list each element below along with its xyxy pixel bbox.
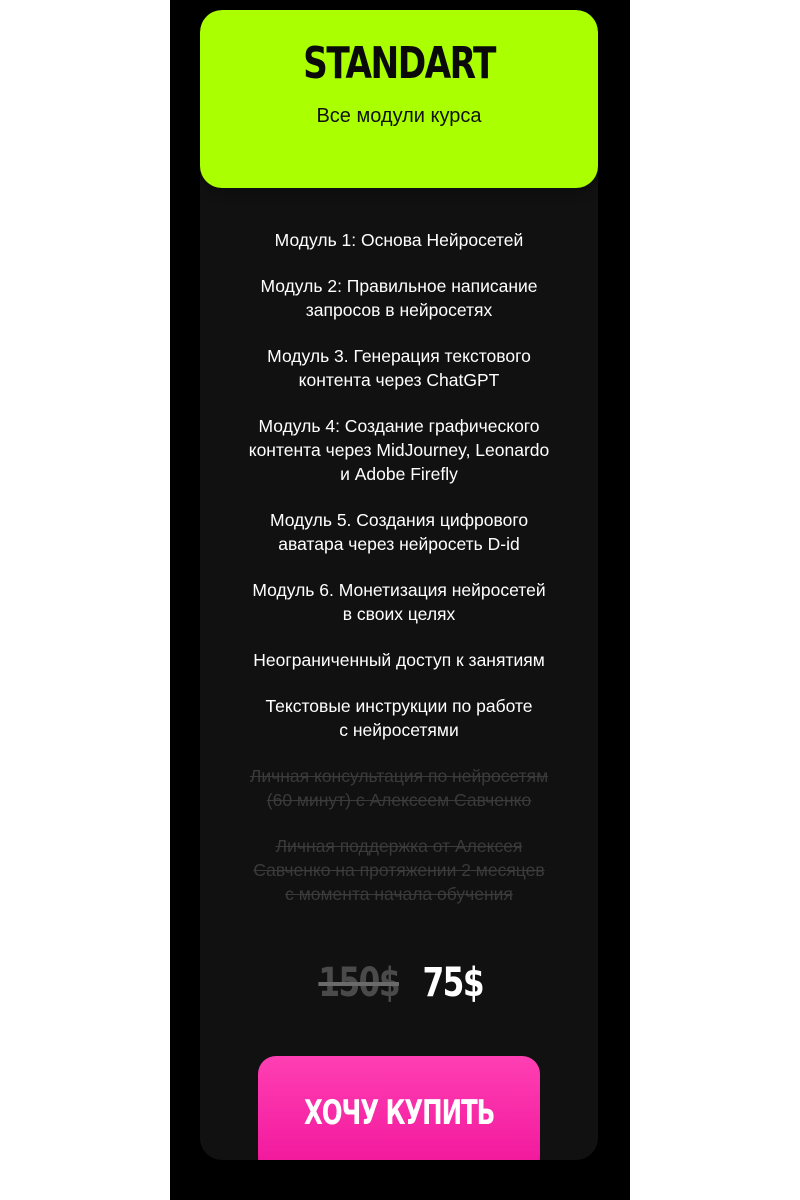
feature-item-module-1: Модуль 1: Основа Нейросетей bbox=[274, 230, 524, 250]
pricing-card bbox=[200, 10, 598, 1160]
new-price: 75$ bbox=[422, 960, 483, 1006]
feature-list bbox=[218, 228, 580, 928]
price-block bbox=[200, 960, 598, 1006]
plan-title: STANDART bbox=[303, 38, 495, 89]
buy-button-label: ХОЧУ КУПИТЬ bbox=[303, 1093, 495, 1133]
feature-item-module-5: Модуль 5. Создания цифрового аватара через нейросеть D-id bbox=[269, 510, 529, 554]
feature-item-module-4: Модуль 4: Создание графического контента через MidJourney, Leonardo и Adobe Firefly bbox=[248, 416, 550, 484]
feature-item-text-instructions: Текстовые инструкции по работе с нейросетями bbox=[265, 696, 533, 740]
feature-item-unlimited-access: Неограниченный доступ к занятиям bbox=[253, 650, 545, 670]
plan-subtitle: Все модули курса bbox=[316, 105, 482, 127]
feature-item-module-6: Модуль 6. Монетизация нейросетей в своих целях bbox=[252, 580, 546, 624]
feature-item-consultation-excluded: Личная консультация по нейросетям (60 минут) с Алексеем Савченко bbox=[249, 766, 549, 810]
feature-item-support-excluded: Личная поддержка от Алексея Савченко на протяжении 2 месяцев с момента начала обучения bbox=[253, 836, 545, 904]
plan-header bbox=[200, 10, 598, 188]
buy-button[interactable] bbox=[258, 1056, 540, 1160]
feature-item-module-2: Модуль 2: Правильное написание запросов в нейросетях bbox=[260, 276, 538, 320]
old-price: 150$ bbox=[317, 960, 399, 1006]
feature-item-module-3: Модуль 3. Генерация текстового контента через ChatGPT bbox=[267, 346, 531, 390]
